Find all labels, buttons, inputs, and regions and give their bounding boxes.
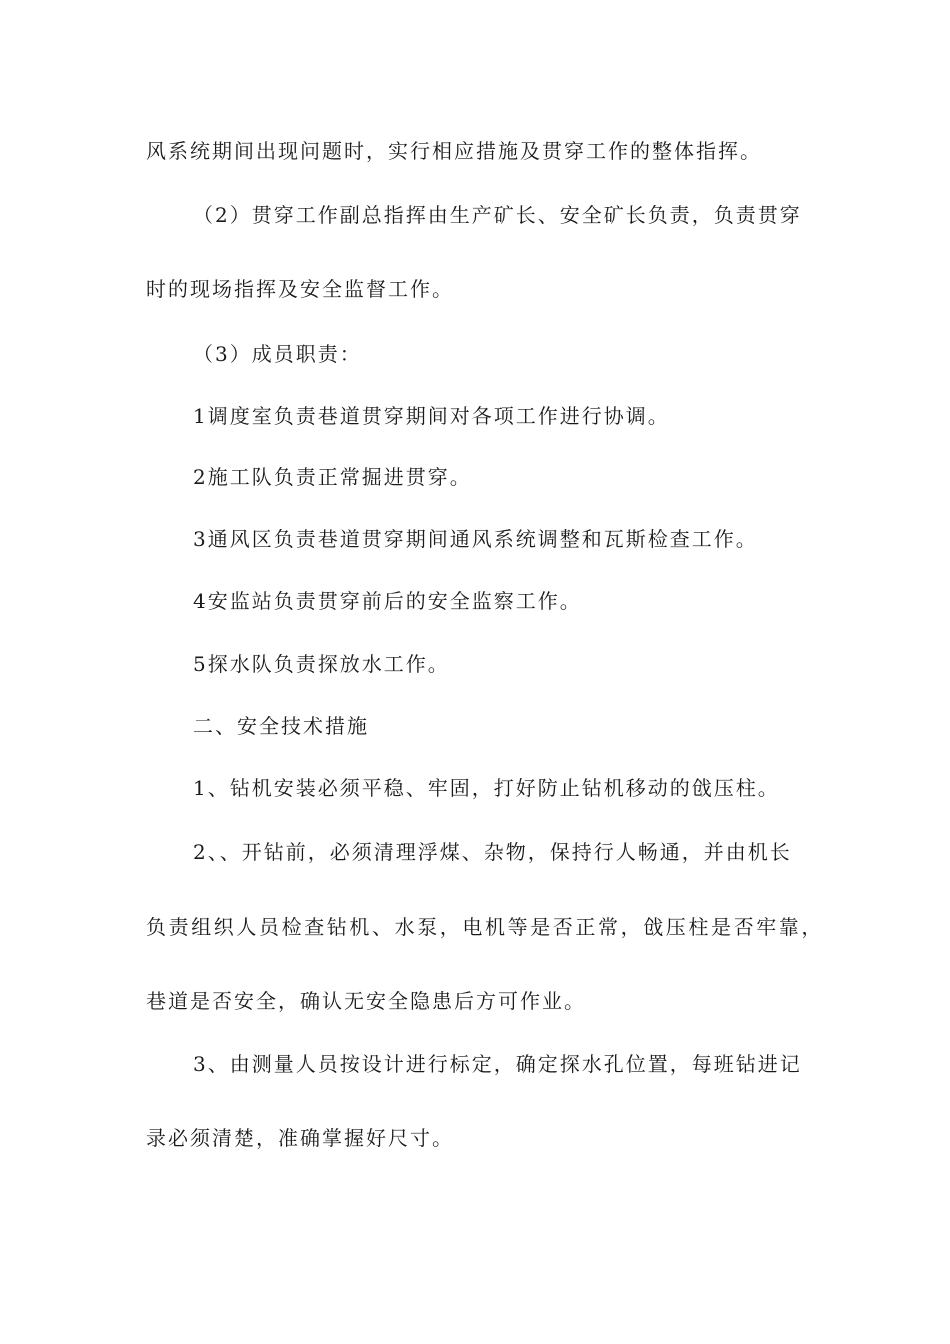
text-line: （2）贯穿工作副总指挥由生产矿长、安全矿长负责，负责贯穿 bbox=[193, 203, 802, 227]
text-line: 5探水队负责探放水工作。 bbox=[193, 652, 450, 676]
text-line: 4安监站负责贯穿前后的安全监察工作。 bbox=[193, 589, 582, 613]
text-line: 2施工队负责正常掘进贯穿。 bbox=[193, 465, 472, 489]
text-line: 3、由测量人员按设计进行标定，确定探水孔位置，每班钻进记 bbox=[193, 1052, 802, 1076]
text-line: 录必须清楚，准确掌握好尺寸。 bbox=[146, 1126, 454, 1150]
text-line: 时的现场指挥及安全监督工作。 bbox=[146, 277, 454, 301]
text-line: （3）成员职责： bbox=[193, 342, 362, 366]
text-line: 1调度室负责巷道贯穿期间对各项工作进行协调。 bbox=[193, 404, 670, 428]
text-line: 3通风区负责巷道贯穿期间通风系统调整和瓦斯检查工作。 bbox=[193, 527, 758, 551]
text-line: 巷道是否安全，确认无安全隐患后方可作业。 bbox=[146, 989, 586, 1013]
text-line: 负责组织人员检查钻机、水泵，电机等是否正常，戗压柱是否牢靠， bbox=[146, 915, 824, 939]
text-line: 1、钻机安装必须平稳、牢固，打好防止钻机移动的戗压柱。 bbox=[193, 776, 780, 800]
text-line: 风系统期间出现问题时，实行相应措施及贯穿工作的整体指挥。 bbox=[146, 139, 762, 163]
section-heading: 二、安全技术措施 bbox=[193, 714, 369, 738]
text-line: 2、、开钻前，必须清理浮煤、杂物，保持行人畅通，并由机长 bbox=[193, 840, 792, 864]
